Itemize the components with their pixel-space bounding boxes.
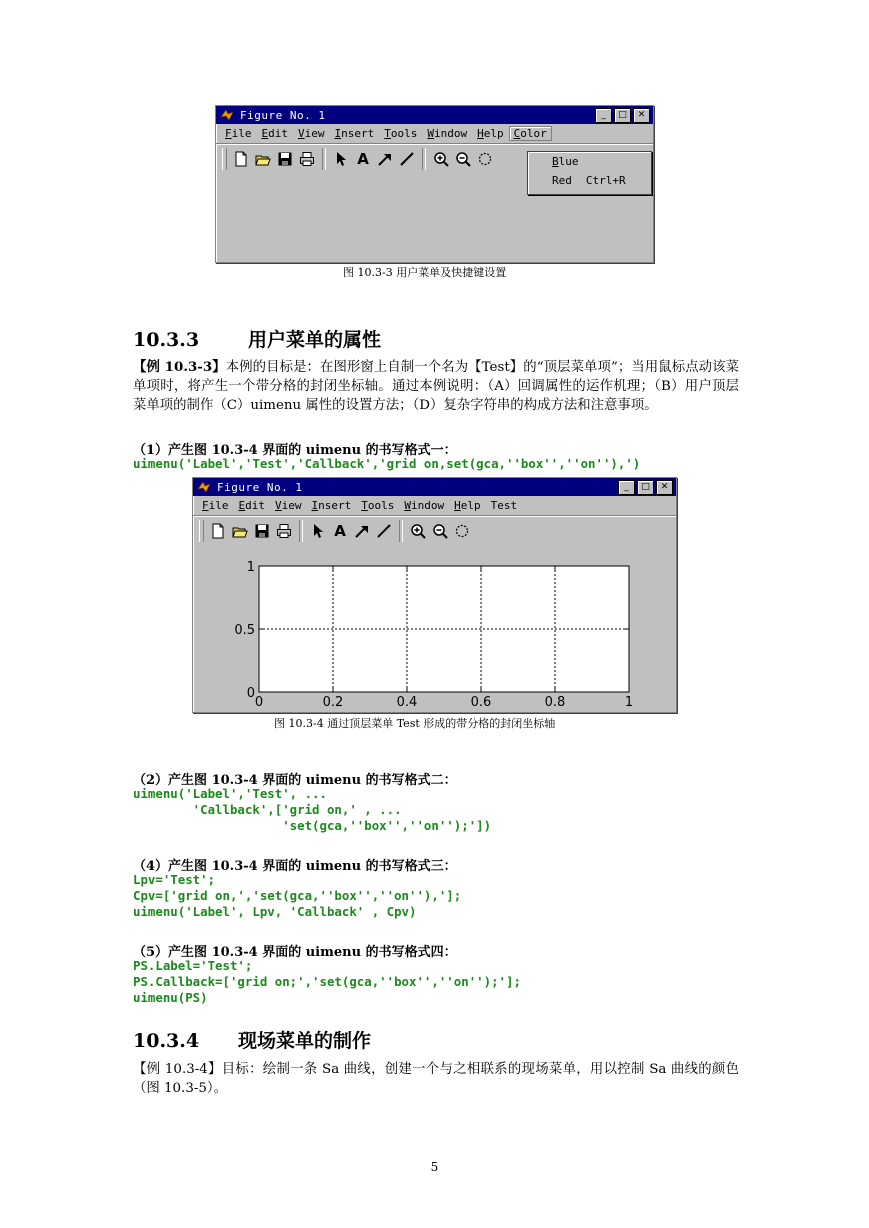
menu-insert[interactable]: Insert: [311, 499, 352, 512]
step2-label: （2）产生图 10.3-4 界面的 uimenu 的书写格式二：: [133, 773, 457, 788]
menu-item-red[interactable]: Red Ctrl+R: [552, 174, 626, 187]
section-heading-10-3-3: 10.3.3 用户菜单的属性: [133, 329, 382, 351]
new-file-icon[interactable]: [207, 520, 229, 542]
insert-arrow-icon[interactable]: [374, 148, 396, 170]
menu-tools[interactable]: Tools: [384, 127, 418, 140]
new-file-icon[interactable]: [230, 148, 252, 170]
figure-caption-2: 图 10.3-4 通过顶层菜单 Test 形成的带分格的封闭坐标轴: [274, 717, 556, 730]
menu-help[interactable]: Help: [454, 499, 481, 512]
menu-window[interactable]: Window: [404, 499, 445, 512]
x-tick-label: 0.8: [544, 695, 566, 710]
insert-line-icon[interactable]: [396, 148, 418, 170]
x-tick-label: 0: [254, 695, 264, 710]
step1-code: uimenu('Label','Test','Callback','grid on,set(gca,''box'',''on''),'): [133, 456, 641, 471]
menu-item-blue[interactable]: B lue: [552, 155, 579, 168]
close-button[interactable]: ✕: [633, 108, 650, 123]
y-tick-label: 0: [246, 686, 255, 701]
save-icon[interactable]: [274, 148, 296, 170]
figure-window-2: [192, 477, 677, 713]
select-arrow-icon[interactable]: [330, 148, 352, 170]
maximize-button[interactable]: □: [614, 108, 631, 123]
close-button[interactable]: ✕: [656, 480, 673, 495]
title-bar[interactable]: [193, 478, 676, 496]
x-tick-label: 0.2: [322, 695, 344, 710]
zoom-in-icon[interactable]: [430, 148, 452, 170]
menu-help[interactable]: Help: [477, 127, 504, 140]
open-folder-icon[interactable]: [229, 520, 251, 542]
y-tick-label: 1: [246, 560, 255, 575]
menu-bar: [193, 496, 676, 515]
open-folder-icon[interactable]: [252, 148, 274, 170]
menu-edit[interactable]: Edit: [238, 499, 265, 512]
menu-file[interactable]: File: [225, 127, 252, 140]
insert-text-icon[interactable]: A: [357, 150, 369, 168]
toolbar-grip[interactable]: [222, 148, 227, 170]
insert-text-icon[interactable]: A: [334, 522, 346, 540]
menu-view[interactable]: View: [298, 127, 325, 140]
menu-tools[interactable]: Tools: [361, 499, 395, 512]
zoom-out-icon[interactable]: [452, 148, 474, 170]
window-title: Figure No. 1: [240, 108, 326, 122]
x-tick-label: 0.4: [396, 695, 418, 710]
menu-file[interactable]: File: [202, 499, 229, 512]
x-tick-label: 0.6: [470, 695, 492, 710]
window-title: Figure No. 1: [217, 480, 303, 494]
select-arrow-icon[interactable]: [307, 520, 329, 542]
step4-label: （4）产生图 10.3-4 界面的 uimenu 的书写格式三：: [133, 859, 457, 874]
rotate-3d-icon[interactable]: [451, 520, 473, 542]
print-icon[interactable]: [296, 148, 318, 170]
minimize-button[interactable]: _: [618, 480, 635, 495]
menu-test[interactable]: Test: [490, 499, 518, 512]
title-bar[interactable]: [216, 106, 653, 124]
menu-edit[interactable]: Edit: [261, 127, 288, 140]
menu-view[interactable]: View: [275, 499, 302, 512]
minimize-button[interactable]: _: [595, 108, 612, 123]
insert-line-icon[interactable]: [373, 520, 395, 542]
menu-bar: [216, 124, 653, 143]
maximize-button[interactable]: □: [637, 480, 654, 495]
print-icon[interactable]: [273, 520, 295, 542]
menu-insert[interactable]: Insert: [334, 127, 375, 140]
example-paragraph: 【例 10.3-3】本例的目标是：在图形窗上自制一个名为【Test】的“顶层菜单项”；当用鼠标点动该菜单项时，将产生一个带分格的封闭坐标轴。通过本例说明：（A）回调属性的运作机理；（B）用户顶层菜单项的制作（C）uimenu 属性的设置方法；（D）复杂字符串的构成方法和注意事项。: [133, 359, 739, 413]
step1-label: （1）产生图 10.3-4 界面的 uimenu 的书写格式一：: [133, 443, 457, 458]
step5-code: PS.Label='Test'; PS.Callback=['grid on;','set(gca,''box'',''on'');']; uimenu(PS): [133, 958, 521, 1005]
figure-caption-1: 图 10.3-3 用户菜单及快捷键设置: [343, 266, 507, 279]
y-tick-label: 0.5: [234, 623, 255, 638]
section-heading-10-3-4: 10.3.4 现场菜单的制作: [133, 1030, 372, 1052]
example-paragraph-2: 【例 10.3-4】目标：绘制一条 Sa 曲线，创建一个与之相联系的现场菜单，用以控制 Sa 曲线的颜色（图 10.3-5）。: [133, 1062, 739, 1096]
step2-code: uimenu('Label','Test', ... 'Callback',['grid on,' , ... 'set(gca,''box'',''on'');']): [133, 786, 492, 833]
shortcut-label: Ctrl+R: [585, 174, 626, 187]
step5-label: （5）产生图 10.3-4 界面的 uimenu 的书写格式四：: [133, 945, 457, 960]
matlab-logo-icon: [220, 108, 234, 122]
rotate-3d-icon[interactable]: [474, 148, 496, 170]
step4-code: Lpv='Test'; Cpv=['grid on,','set(gca,''box'',''on''),']; uimenu('Label', Lpv, 'Callback' , Cpv): [133, 872, 462, 919]
insert-arrow-icon[interactable]: [351, 520, 373, 542]
color-menu-dropdown: [527, 151, 652, 195]
matlab-logo-icon: [197, 480, 211, 494]
x-tick-label: 1: [624, 695, 634, 710]
toolbar: [193, 515, 676, 546]
axes-plot[interactable]: [193, 546, 676, 711]
toolbar-grip[interactable]: [199, 520, 204, 542]
zoom-in-icon[interactable]: [407, 520, 429, 542]
menu-color[interactable]: Color: [509, 126, 552, 141]
save-icon[interactable]: [251, 520, 273, 542]
zoom-out-icon[interactable]: [429, 520, 451, 542]
page-number: 5: [430, 1160, 439, 1174]
menu-window[interactable]: Window: [427, 127, 468, 140]
